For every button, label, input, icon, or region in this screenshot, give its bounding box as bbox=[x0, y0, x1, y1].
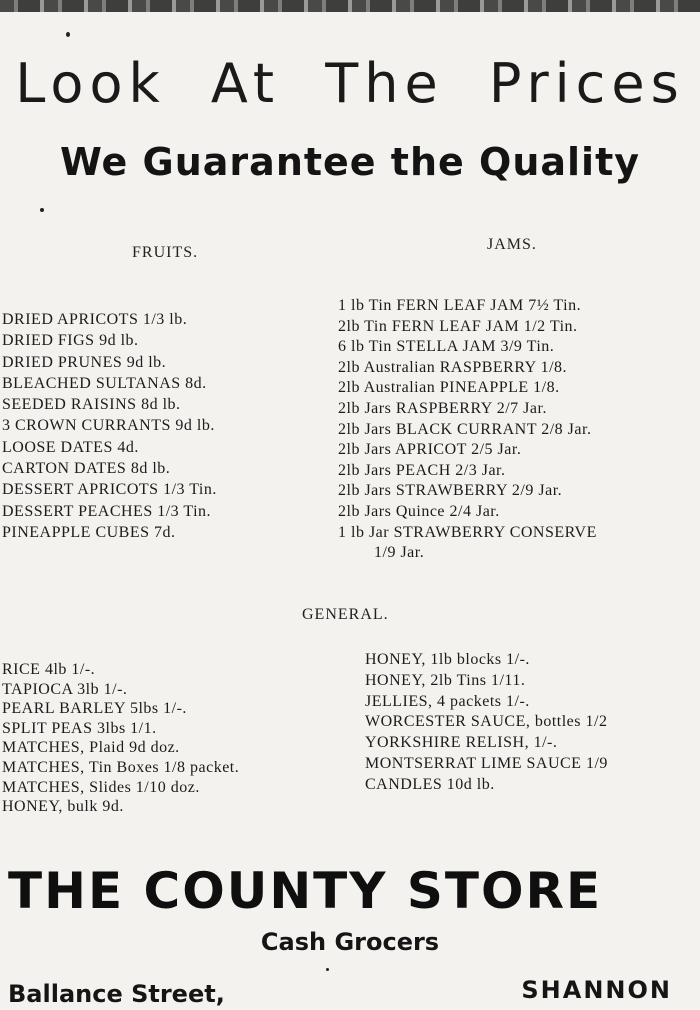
list-item: DESSERT APRICOTS 1/3 Tin. bbox=[2, 481, 217, 499]
print-speck bbox=[66, 32, 70, 37]
fruits-list bbox=[2, 309, 217, 543]
list-item: BLEACHED SULTANAS 8d. bbox=[2, 374, 207, 392]
list-item: CARTON DATES 8d lb. bbox=[2, 460, 171, 478]
list-item: 2lb Australian RASPBERRY 1/8. bbox=[338, 358, 568, 376]
general-list-left bbox=[2, 660, 239, 817]
top-border-rule bbox=[0, 0, 700, 12]
list-item: 1/9 Jar. bbox=[374, 544, 425, 562]
list-item: DRIED PRUNES 9d lb. bbox=[2, 353, 167, 371]
jams-heading: JAMS. bbox=[487, 236, 537, 253]
store-town: SHANNON bbox=[521, 976, 672, 1004]
list-item: DRIED FIGS 9d lb. bbox=[2, 332, 139, 350]
list-item: 1 lb Jar STRAWBERRY CONSERVE bbox=[338, 523, 597, 541]
headline: Look At The Prices bbox=[15, 52, 685, 115]
list-item: SEEDED RAISINS 8d lb. bbox=[2, 396, 181, 414]
list-item: 6 lb Tin STELLA JAM 3/9 Tin. bbox=[338, 338, 555, 356]
list-item: 2lb Jars PEACH 2/3 Jar. bbox=[338, 461, 506, 479]
list-item: HONEY, 2lb Tins 1/11. bbox=[365, 671, 526, 689]
list-item: MATCHES, Slides 1/10 doz. bbox=[2, 778, 200, 796]
general-list-right bbox=[365, 650, 608, 796]
list-item: 2lb Jars APRICOT 2/5 Jar. bbox=[338, 441, 522, 459]
list-item: 2lb Jars RASPBERRY 2/7 Jar. bbox=[338, 399, 547, 417]
list-item: 2lb Australian PINEAPPLE 1/8. bbox=[338, 379, 560, 397]
list-item: TAPIOCA 3lb 1/-. bbox=[2, 680, 128, 698]
list-item: 2lb Tin FERN LEAF JAM 1/2 Tin. bbox=[338, 317, 578, 335]
list-item: 3 CROWN CURRANTS 9d lb. bbox=[2, 417, 215, 435]
list-item: SPLIT PEAS 3lbs 1/1. bbox=[2, 719, 157, 737]
list-item: CANDLES 10d lb. bbox=[365, 775, 495, 793]
list-item: 2lb Jars BLACK CURRANT 2/8 Jar. bbox=[338, 420, 592, 438]
list-item: PINEAPPLE CUBES 7d. bbox=[2, 523, 176, 541]
list-item: JELLIES, 4 packets 1/-. bbox=[365, 692, 530, 710]
subheadline: We Guarantee the Quality bbox=[59, 140, 641, 184]
list-item: MONTSERRAT LIME SAUCE 1/9 bbox=[365, 754, 608, 772]
store-street: Ballance Street, bbox=[8, 980, 225, 1008]
list-item: 1 lb Tin FERN LEAF JAM 7½ Tin. bbox=[338, 297, 582, 314]
list-item: HONEY, 1lb blocks 1/-. bbox=[365, 651, 530, 668]
list-item: 2lb Jars STRAWBERRY 2/9 Jar. bbox=[338, 482, 563, 500]
list-item: WORCESTER SAUCE, bottles 1/2 bbox=[365, 713, 608, 731]
list-item: MATCHES, Tin Boxes 1/8 packet. bbox=[2, 758, 240, 776]
print-speck bbox=[40, 208, 44, 212]
list-item: MATCHES, Plaid 9d doz. bbox=[2, 739, 180, 757]
list-item: LOOSE DATES 4d. bbox=[2, 438, 139, 456]
store-tagline: Cash Grocers bbox=[260, 928, 440, 956]
list-item: DRIED APRICOTS 1/3 lb. bbox=[2, 311, 188, 328]
list-item: 2lb Jars Quince 2/4 Jar. bbox=[338, 502, 500, 520]
list-item: DESSERT PEACHES 1/3 Tin. bbox=[2, 502, 212, 520]
store-name: THE COUNTY STORE bbox=[8, 862, 603, 920]
list-item: HONEY, bulk 9d. bbox=[2, 798, 124, 816]
general-heading: GENERAL. bbox=[302, 606, 389, 623]
print-speck bbox=[326, 968, 329, 971]
list-item: RICE 4lb 1/-. bbox=[2, 661, 96, 678]
list-item: PEARL BARLEY 5lbs 1/-. bbox=[2, 700, 187, 718]
list-item: YORKSHIRE RELISH, 1/-. bbox=[365, 734, 558, 752]
fruits-heading: FRUITS. bbox=[132, 244, 199, 261]
jams-list bbox=[338, 296, 597, 564]
